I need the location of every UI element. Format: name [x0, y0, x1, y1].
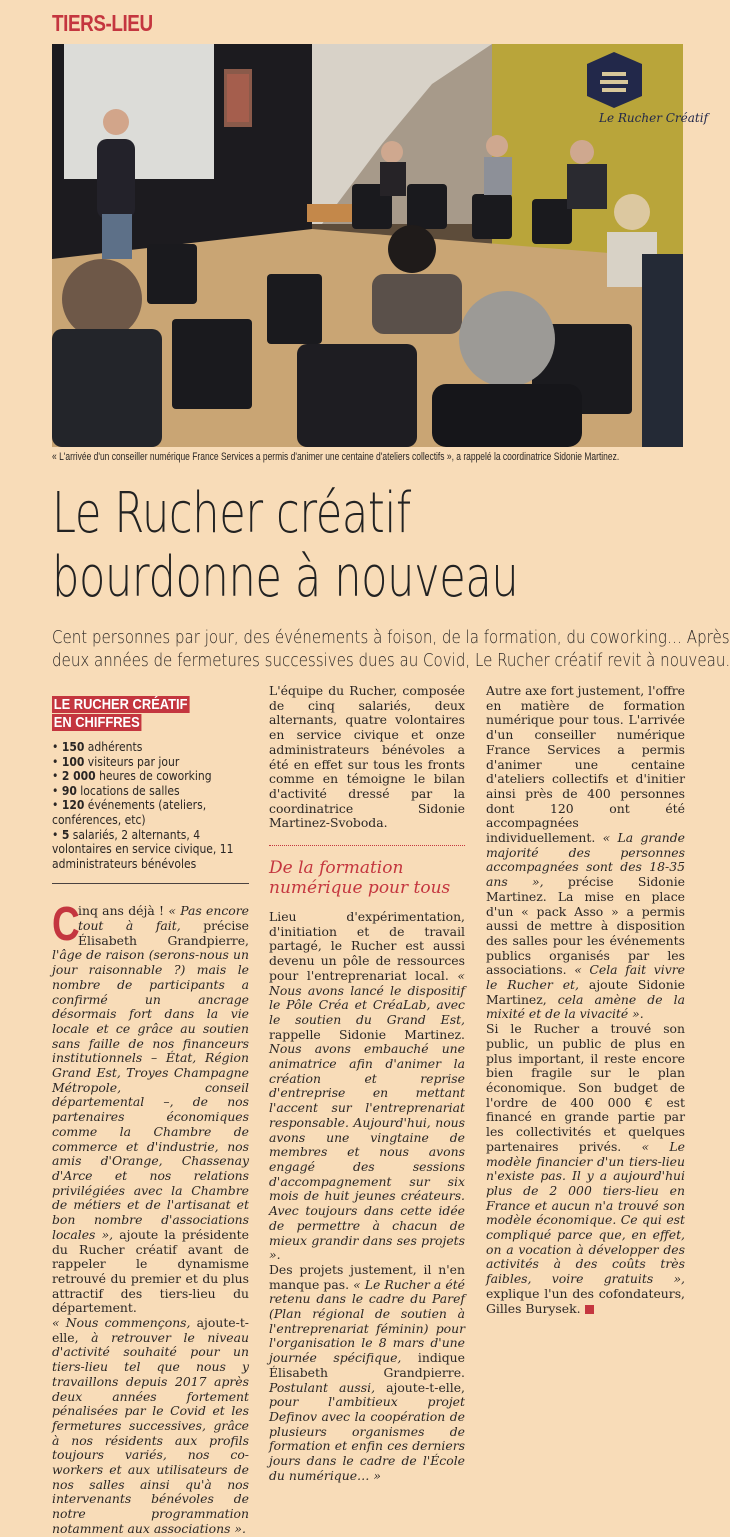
quote-run: « Nous avons lancé le dispositif le Pôle Créa et CréaLab, avec le soutien du Grand Est, — [269, 967, 465, 1027]
quote-run: cela amène de la mixité et de la vivacité ». — [486, 991, 685, 1022]
section-rubric: TIERS-LIEU — [52, 10, 153, 36]
subheading: De la formation numérique pour tous — [269, 858, 451, 899]
text-run: ajoute-t-elle, — [52, 1315, 249, 1345]
factbox-label: locations de salles — [76, 783, 180, 798]
quote-run: « Le Rucher a été retenu dans le cadre du Paref (Plan régional de soutien à l'entreprenariat féminin) pour l'organisation le 8 mars d'une journée spécifique, — [269, 1276, 466, 1366]
factbox-item: • 150 adhérents — [52, 740, 143, 754]
factbox-title-line-2: EN CHIFFRES — [53, 714, 140, 731]
paragraph-5 — [269, 1263, 465, 1484]
text-run: Lieu d'expérimentation, d'initiation et de travail partagé, le Rucher est aussi devenu un pôle de ressources pour l'entreprenariat local. — [269, 909, 465, 983]
quote-run: « Cela fait vivre le Rucher et, — [486, 962, 685, 993]
column-3 — [486, 684, 685, 1316]
subhead-divider — [269, 845, 465, 846]
standfirst — [52, 627, 730, 673]
factbox-title — [52, 696, 258, 732]
text-run: indique Élisabeth Grandpierre. — [269, 1350, 465, 1380]
paragraph-4 — [269, 910, 465, 1263]
headline — [52, 482, 545, 610]
quote-run: « Le modèle financier d'un tiers-lieu n'existe pas. Il y a aujourd'hui plus de 2 000 tiers-lieu en France et aucun n'a trouvé son modèle économique. Ce qui est compliqué parce que, en effet, on a vocation à développer des activités à des coûts très faibles, voire gratuits », — [486, 1138, 685, 1287]
text-run: inq ans déjà ! — [78, 903, 169, 919]
factbox-divider — [52, 883, 249, 884]
factbox-value: 120 — [61, 798, 85, 813]
text-run: Des projets justement, il n'en manque pas. — [269, 1261, 465, 1292]
factbox-label: visiteurs par jour — [84, 754, 180, 769]
factbox-value: 150 — [61, 740, 85, 754]
quote-run: « Nous commençons, — [52, 1315, 191, 1331]
wall-logo-text: Le Rucher Créatif — [599, 111, 709, 125]
standfirst-line-2: deux années de fermetures successives dues au Covid, Le Rucher créatif revit à nouveau. — [52, 651, 730, 671]
factbox-value: 5 — [61, 827, 70, 842]
drop-cap: C — [52, 898, 80, 952]
factbox-label: heures de coworking — [95, 769, 212, 784]
text-run: précise Élisabeth Grandpierre, — [78, 918, 249, 948]
text-run: rappelle Sidonie Martinez. — [269, 1026, 465, 1042]
factbox-item: • 100 visiteurs par jour — [52, 754, 180, 769]
text-run: ajoute Sidonie Martinez, — [486, 977, 685, 1007]
factbox-item: • 90 locations de salles — [52, 783, 180, 798]
quote-run: l'âge de raison (serons-nous un jour raisonnable ?) mais le nombre de participants a confirmé un ancrage désormais fort dans la vie locale et ce grâce au soutien sans faille de nos financeurs institutionnels – État, Région Grand Est, Troyes Champagne Métropole, conseil départemental –, de nos partenaires économiques comme la Chambre de commerce et d'industrie, nos amis d'Orange, Chassenay d'Arce et nos relations privilégiées avec la Chambre de métiers et de l'artisanat et bon nombre d'associations locales », — [52, 947, 249, 1242]
text-run: explique l'un des cofondateurs, Gilles Burysek. — [486, 1285, 685, 1316]
factbox-item: • 5 salariés, 2 alternants, 4 volontaires en service civique, 11 administrateurs bénévoles — [52, 827, 234, 871]
factbox-value: 100 — [61, 754, 85, 769]
text-run: Si le Rucher a trouvé son public, un public de plus en plus important, il reste encore bien fragile sur le plan économique. Son budget de l'ordre de 400 000 € est financé en grande partie par les collectivités et quelques partenaires privés. — [486, 1021, 685, 1154]
quote-run: « Pas encore tout à fait, — [78, 903, 250, 934]
presenter — [97, 139, 135, 219]
standfirst-line-1: Cent personnes par jour, des événements à foison, de la formation, du coworking… Après — [52, 628, 730, 648]
photo-illustration — [52, 44, 709, 447]
column-2 — [269, 684, 465, 1483]
factbox-label: événements (ateliers, conférences, etc) — [52, 798, 207, 827]
quote-run: pour l'ambitieux projet Definov avec la coopération de plusieurs organismes de formation et enfin ces derniers jours dans le cadre de l'École du numérique… » — [269, 1394, 465, 1483]
text-run: ajoute-t-elle, — [375, 1379, 465, 1395]
quote-run: à retrouver le niveau d'activité souhaité pour un tiers-lieu tel que nous y travaillons depuis 2017 après deux années fortement pénalisées par le Covid et les fermetures successives, grâce à nos résidents aux profils toujours variés, nos co-workers et aux utilisateurs de nos salles ainsi qu'à nos intervenants bénévoles de notre programmation notamment aux associations ». — [52, 1329, 250, 1536]
article-photo — [52, 44, 709, 447]
paragraph-3: L'équipe du Rucher, composée de cinq salariés, deux alternants, quatre volontaires en service civique et onze administrateurs bénévoles a été en effet sur tous les fronts comme en témoigne le bilan d'activité dressé par la coordinatrice Sidonie Martinez-Svoboda. — [269, 683, 465, 831]
paragraph-1 — [52, 898, 250, 1316]
quote-run: Nous avons embauché une animatrice afin d'animer la création et reprise d'entreprise en mettant l'accent sur l'entreprenariat responsable. Aujourd'hui, nous avons une vingtaine de membres et nous avons engagé des sessions d'accompagnement sur six mois de huit jeunes créateurs. Avec toujours dans cette idée de permettre à chacun de mieux grandir dans ses projets ». — [269, 1041, 465, 1263]
column-1 — [52, 684, 249, 1537]
factbox-list — [52, 740, 259, 871]
text-run: Autre axe fort justement, l'offre en matière de formation numérique pour tous. L'arrivée d'un conseiller numérique France Services a permis d'animer une centaine d'ateliers collectifs et d'initier ainsi près de 400 personnes dont 120 ont été accompagnées individuellement. — [486, 683, 685, 846]
factbox-item: • 120 événements (ateliers, conférences, etc) — [52, 798, 207, 827]
paragraph-6 — [486, 684, 685, 1022]
quote-run: Postulant aussi, — [269, 1379, 376, 1395]
factbox-label: adhérents — [84, 740, 143, 754]
quote-run: « La grande majorité des personnes accompagnées sont des 18-35 ans », — [486, 830, 685, 890]
photo-caption: « L'arrivée d'un conseiller numérique France Services a permis d'animer une centaine d'ateliers collectifs », a rappelé la coordinatrice Sidonie Martinez. — [52, 451, 620, 463]
factbox-value: 2 000 — [61, 769, 96, 784]
paragraph-7 — [486, 1022, 685, 1316]
factbox-label: salariés, 2 alternants, 4 volontaires en service civique, 11 administrateurs bénévoles — [52, 827, 234, 871]
headline-line-1: Le Rucher créatif — [52, 481, 411, 546]
headline-line-2: bourdonne à nouveau — [52, 545, 519, 610]
audience-member — [459, 291, 555, 387]
end-of-article-mark — [585, 1305, 594, 1314]
factbox-value: 90 — [61, 783, 77, 798]
projection-screen — [64, 44, 214, 179]
paragraph-2 — [52, 1316, 249, 1537]
text-run: ajoute la présidente du Rucher créatif avant de rappeler le dynamisme retrouvé du premier et du plus attractif des tiers-lieu du département. — [52, 1226, 249, 1316]
text-run: précise Sidonie Martinez. La mise en place d'un « pack Asso » a permis aussi de mettre à disposition des salles pour les événements publics organisés par les associations. — [486, 874, 685, 978]
factbox-title-line-1: LE RUCHER CRÉATIF — [53, 696, 188, 713]
factbox-item: • 2 000 heures de coworking — [52, 769, 212, 784]
